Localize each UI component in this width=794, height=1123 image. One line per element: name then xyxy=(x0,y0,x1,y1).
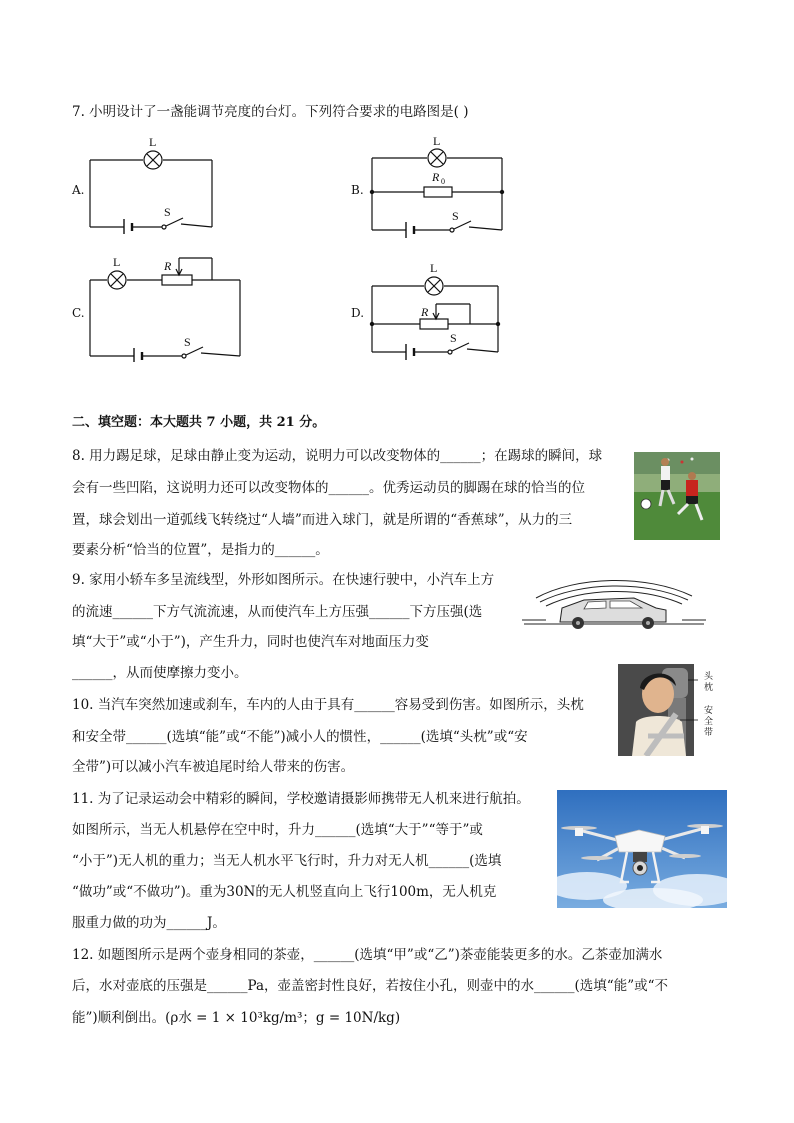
q11-line-2: 如图所示，当无人机悬停在空中时，升力______(选填“大于”“等于”或 xyxy=(72,822,483,838)
q8-line-4: 要素分析“恰当的位置”，是指力的______。 xyxy=(72,542,329,558)
option-a-label: A. xyxy=(72,183,85,197)
q10-line-1: 10. 当汽车突然加速或刹车，车内的人由于具有______容易受到伤害。如图所示，头枕 xyxy=(72,697,584,713)
q9-line-4: ______，从而使摩擦力变小。 xyxy=(72,665,248,681)
option-c-label: C. xyxy=(72,306,85,320)
lamp-label: L xyxy=(433,134,441,148)
q12-line-1: 12. 如题图所示是两个壶身相同的茶壶，______(选填“甲”或“乙”)茶壶能装更多的水。乙茶壶加满水 xyxy=(72,947,663,963)
q7-stem: 7. 小明设计了一盏能调节亮度的台灯。下列符合要求的电路图是( ) xyxy=(72,104,469,120)
r0-subscript: 0 xyxy=(441,177,445,186)
q12-line-2: 后，水对壶底的压强是______Pa，壶盖密封性良好，若按住小孔，则壶中的水______(选填“能”或“不 xyxy=(72,978,668,994)
circuit-c xyxy=(86,252,244,362)
r-label: R xyxy=(164,259,172,273)
q8-line-2: 会有一些凹陷，这说明力还可以改变物体的______。优秀运动员的脚踢在球的恰当的位 xyxy=(72,480,585,496)
r-label: R xyxy=(421,305,429,319)
q8-line-1: 8. 用力踢足球，足球由静止变为运动，说明力可以改变物体的______；在踢球的瞬间，球 xyxy=(72,448,603,464)
q10-line-2: 和安全带______(选填“能”或“不能”)减小人的惯性，______(选填“头枕”或“安 xyxy=(72,729,528,745)
q9-line-2: 的流速______下方气流流速，从而使汽车上方压强______下方压强(选 xyxy=(72,604,483,620)
lamp-label: L xyxy=(430,261,438,275)
drone-photo xyxy=(557,790,727,908)
q11-line-1: 11. 为了记录运动会中精彩的瞬间，学校邀请摄影师携带无人机来进行航拍。 xyxy=(72,791,530,807)
headrest-seatbelt-photo xyxy=(618,664,718,756)
q10-line-3: 全带”)可以减小汽车被追尾时给人带来的伤害。 xyxy=(72,759,355,775)
q9-line-1: 9. 家用小轿车多呈流线型，外形如图所示。在快速行驶中，小汽车上方 xyxy=(72,572,495,588)
option-b-label: B. xyxy=(351,183,364,197)
soccer-photo xyxy=(634,452,720,540)
lamp-label: L xyxy=(149,135,157,149)
switch-label: S xyxy=(452,209,459,223)
q9-line-3: 填“大于”或“小于”)，产生升力，同时也使汽车对地面压力变 xyxy=(72,634,429,650)
switch-label: S xyxy=(450,331,457,345)
switch-label: S xyxy=(184,335,191,349)
seatbelt-label: 安全带 xyxy=(704,706,714,738)
lamp-label: L xyxy=(113,255,121,269)
streamlined-car-figure xyxy=(516,570,712,632)
switch-label: S xyxy=(164,205,171,219)
circuit-b xyxy=(366,134,508,238)
circuit-d xyxy=(366,258,506,362)
q8-line-3: 置，球会划出一道弧线飞转绕过“人墙”而进入球门，就是所谓的“香蕉球”，从力的三 xyxy=(72,512,573,528)
r0-label: R xyxy=(432,170,440,184)
q11-line-4: “做功”或“不做功”)。重为30N的无人机竖直向上飞行100m，无人机克 xyxy=(72,884,497,900)
q11-line-3: “小于”)无人机的重力；当无人机水平飞行时，升力对无人机______(选填 xyxy=(72,853,502,869)
option-d-label: D. xyxy=(351,306,365,320)
section-heading: 二、填空题：本大题共 7 小题，共 21 分。 xyxy=(72,415,326,430)
circuit-a xyxy=(86,134,220,234)
headrest-label: 头枕 xyxy=(704,672,714,693)
q12-line-3: 能”)顺利倒出。(ρ水 = 1 × 10³kg/m³；g = 10N/kg) xyxy=(72,1010,401,1026)
q11-line-5: 服重力做的功为______J。 xyxy=(72,915,226,931)
